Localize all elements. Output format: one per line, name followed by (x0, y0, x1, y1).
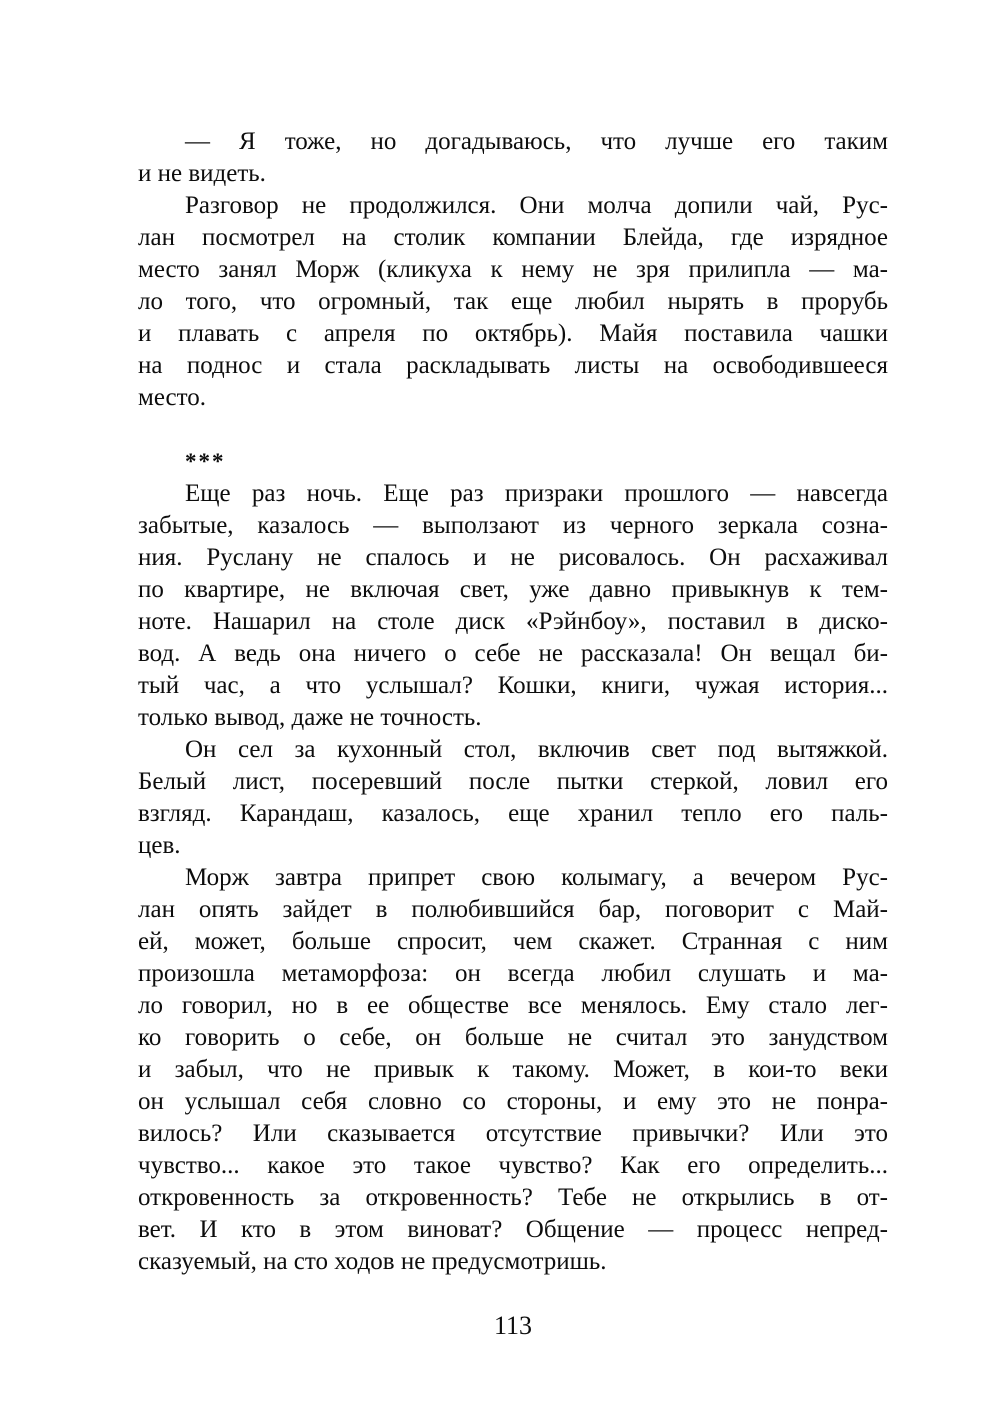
text-line: Еще раз ночь. Еще раз призраки прошлого — навсегда (185, 480, 888, 507)
paragraph (138, 862, 888, 1278)
text-line: произошла метаморфоза: он всегда любил слушать и ма- (138, 960, 888, 987)
text-line: и забыл, что не привык к такому. Может, в кои-то веки (138, 1056, 888, 1083)
text-line: вод. А ведь она ничего о себе не рассказала! Он вещал би- (138, 640, 888, 667)
text-line: чувство... какое это такое чувство? Как его определить... (138, 1152, 888, 1179)
text-line: лан посмотрел на столик компании Блейда, где изрядное (138, 224, 888, 251)
text-line: Морж завтра припрет свою колымагу, а вечером Рус- (185, 864, 888, 891)
text-line: Белый лист, посеревший после пытки стеркой, ловил его (138, 768, 888, 795)
paragraph (138, 734, 888, 862)
text-line: вилось? Или сказывается отсутствие привычки? Или это (138, 1120, 888, 1147)
text-line: ло говорил, но в ее обществе все менялось. Ему стало лег- (138, 992, 888, 1019)
text-line: Разговор не продолжился. Они молча допили чай, Рус- (185, 192, 888, 219)
text-line: откровенность за откровенность? Тебе не открылись в от- (138, 1184, 888, 1211)
section-break-spacer (138, 414, 888, 446)
page-number: 113 (493, 1311, 533, 1340)
text-line: место занял Морж (кликуха к нему не зря прилипла — ма- (138, 256, 888, 283)
text-line: забытые, казалось — выползают из черного зеркала созна- (138, 512, 888, 539)
text-line: лан опять зайдет в полюбившийся бар, поговорит с Май- (138, 896, 888, 923)
text-line: он услышал себя словно со стороны, и ему это не понра- (138, 1088, 888, 1115)
text-line: и плавать с апреля по октябрь). Майя поставила чашки (138, 320, 888, 347)
text-line: только вывод, даже не точность. (138, 704, 482, 731)
paragraph (138, 190, 888, 414)
text-line: тый час, а что услышал? Кошки, книги, чужая история... (138, 672, 888, 699)
text-line: Он сел за кухонный стол, включив свет под вытяжкой. (185, 736, 888, 763)
text-line: ко говорить о себе, он больше не считал это занудством (138, 1024, 888, 1051)
text-line: — Я тоже, но догадываюсь, что лучше его таким (185, 128, 888, 155)
text-line: цев. (138, 832, 181, 859)
text-line: ноте. Нашарил на столе диск «Рэйнбоу», поставил в диско- (138, 608, 888, 635)
paragraph (138, 126, 888, 190)
text-line: сказуемый, на сто ходов не предусмотришь. (138, 1248, 607, 1275)
text-line: на поднос и стала раскладывать листы на освободившееся (138, 352, 888, 379)
page-text (138, 126, 888, 1278)
text-line: ей, может, больше спросит, чем скажет. Странная с ним (138, 928, 888, 955)
text-line: вет. И кто в этом виноват? Общение — процесс непред- (138, 1216, 888, 1243)
text-line: место. (138, 384, 206, 411)
text-line: взгляд. Карандаш, казалось, еще хранил тепло его паль- (138, 800, 888, 827)
text-line: ния. Руслану не спалось и не рисовалось. Он расхаживал (138, 544, 888, 571)
text-line: ло того, что огромный, так еще любил нырять в прорубь (138, 288, 888, 315)
paragraph (138, 478, 888, 734)
asterisk-separator: *** (185, 449, 226, 474)
text-line: и не видеть. (138, 160, 266, 187)
text-line: по квартире, не включая свет, уже давно привыкнув к тем- (138, 576, 888, 603)
